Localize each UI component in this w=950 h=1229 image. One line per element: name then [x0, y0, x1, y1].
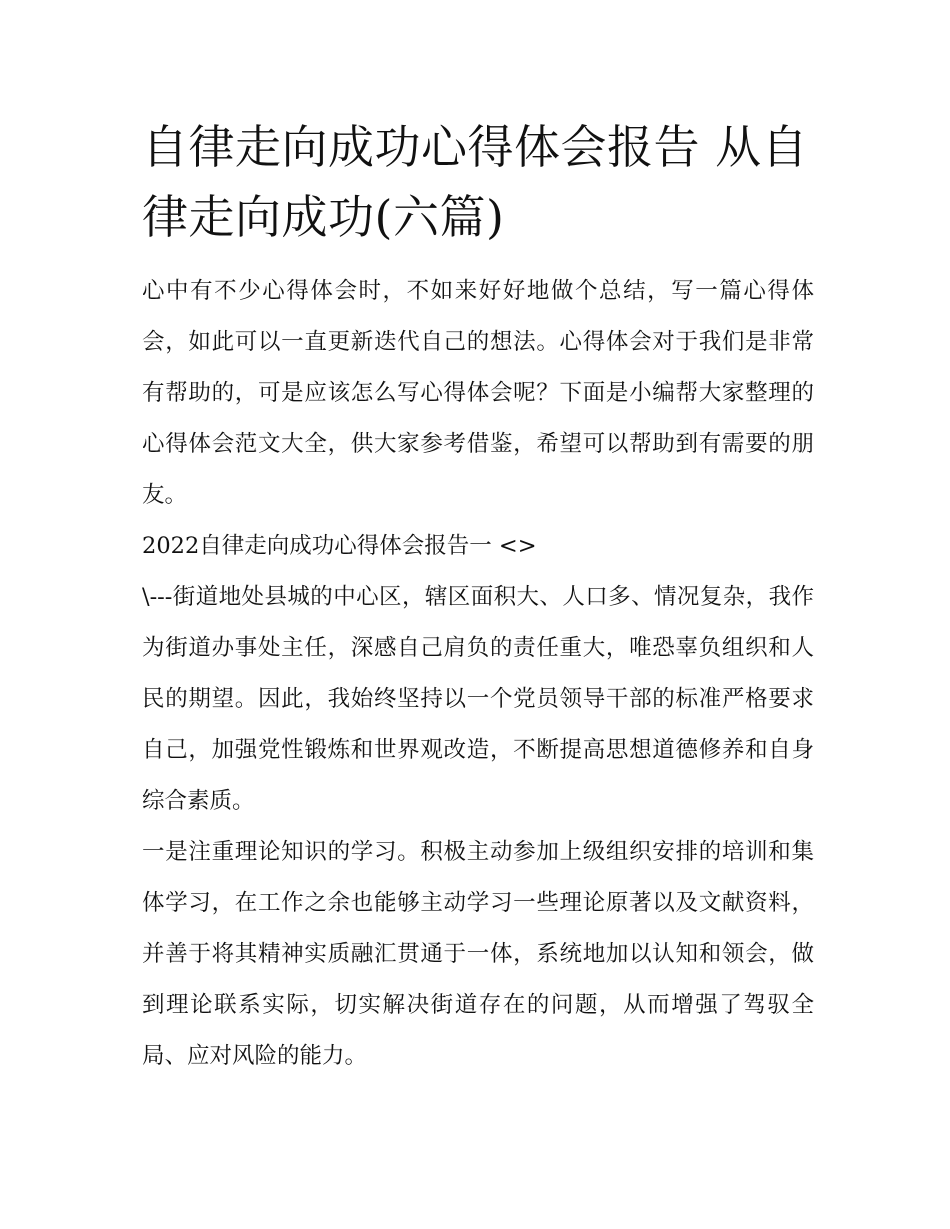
section-heading: 2022自律走向成功心得体会报告一 <>	[142, 533, 537, 559]
body-paragraph-2: 一是注重理论知识的学习。积极主动参加上级组织安排的培训和集体学习，在工作之余也能够主动学习一些理论原著以及文献资料，并善于将其精神实质融汇贯通于一体，系统地加以认知和领会，做到理论联系实际，切实解决街道存在的问题，从而增强了驾驭全局、应对风险的能力。	[142, 839, 814, 1069]
intro-paragraph: 心中有不少心得体会时，不如来好好地做个总结，写一篇心得体会，如此可以一直更新迭代自己的想法。心得体会对于我们是非常有帮助的，可是应该怎么写心得体会呢？下面是小编帮大家整理的心得体会范文大全，供大家参考借鉴，希望可以帮助到有需要的朋友。	[142, 278, 814, 508]
document-body	[142, 112, 814, 1082]
document-title: 自律走向成功心得体会报告 从自律走向成功(六篇)	[142, 120, 809, 244]
body-paragraph-1: \---街道地处县城的中心区，辖区面积大、人口多、情况复杂，我作为街道办事处主任，深感自己肩负的责任重大，唯恐辜负组织和人民的期望。因此，我始终坚持以一个党员领导干部的标准严格要求自己，加强党性锻炼和世界观改造，不断提高思想道德修养和自身综合素质。	[142, 584, 814, 814]
